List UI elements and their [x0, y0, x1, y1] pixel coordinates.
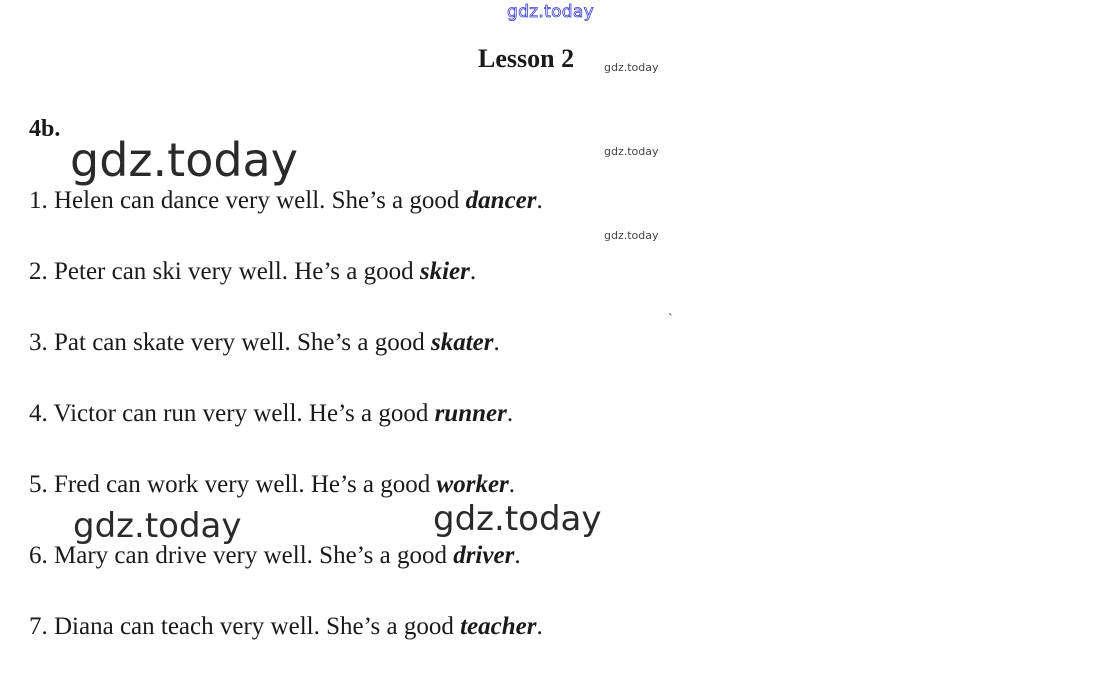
watermark-small: gdz.today — [604, 61, 659, 74]
stray-mark: ` — [668, 312, 673, 327]
sentence — [29, 258, 476, 286]
sentence-text: 1. Helen can dance very well. She’s a good — [29, 187, 466, 214]
answer-word: driver — [453, 542, 515, 569]
sentence-end: . — [493, 329, 500, 356]
sentence-text: 3. Pat can skate very well. She’s a good — [29, 329, 431, 356]
sentence-end: . — [508, 471, 516, 498]
sentence — [29, 542, 521, 570]
sentence-text: 5. Fred can work very well. He’s a good — [29, 471, 437, 498]
answer-word: runner — [434, 400, 507, 427]
answer-word: worker — [436, 471, 509, 498]
answer-word: skater — [431, 329, 494, 356]
watermark-top: gdz.today — [507, 2, 594, 22]
answer-word: dancer — [465, 187, 537, 214]
sentence-end: . — [469, 258, 477, 285]
sentence-text: 6. Mary can drive very well. She’s a good — [29, 542, 454, 569]
sentence — [29, 329, 500, 357]
sentence — [29, 471, 515, 499]
watermark-large: gdz.today — [70, 133, 298, 187]
sentence-end: . — [536, 187, 543, 214]
page-title: Lesson 2 — [478, 44, 575, 73]
answer-word: skier — [419, 258, 470, 285]
sentence-text: 2. Peter can ski very well. He’s a good — [29, 258, 420, 285]
sentence-text: 7. Diana can teach very well. She’s a good — [29, 613, 461, 640]
watermark-small: gdz.today — [604, 229, 659, 242]
sentence — [29, 613, 543, 641]
sentence — [29, 400, 513, 428]
exercise-label: 4b. — [29, 116, 61, 142]
sentence-end: . — [506, 400, 514, 427]
watermark-small: gdz.today — [604, 145, 659, 158]
sentence-text: 4. Victor can run very well. He’s a good — [29, 400, 435, 427]
watermark-large: gdz.today — [433, 499, 602, 539]
answer-word: teacher — [460, 613, 537, 640]
sentence — [29, 187, 543, 215]
sentence-end: . — [514, 542, 521, 569]
sentence-end: . — [536, 613, 543, 640]
watermark-large: gdz.today — [73, 506, 242, 546]
